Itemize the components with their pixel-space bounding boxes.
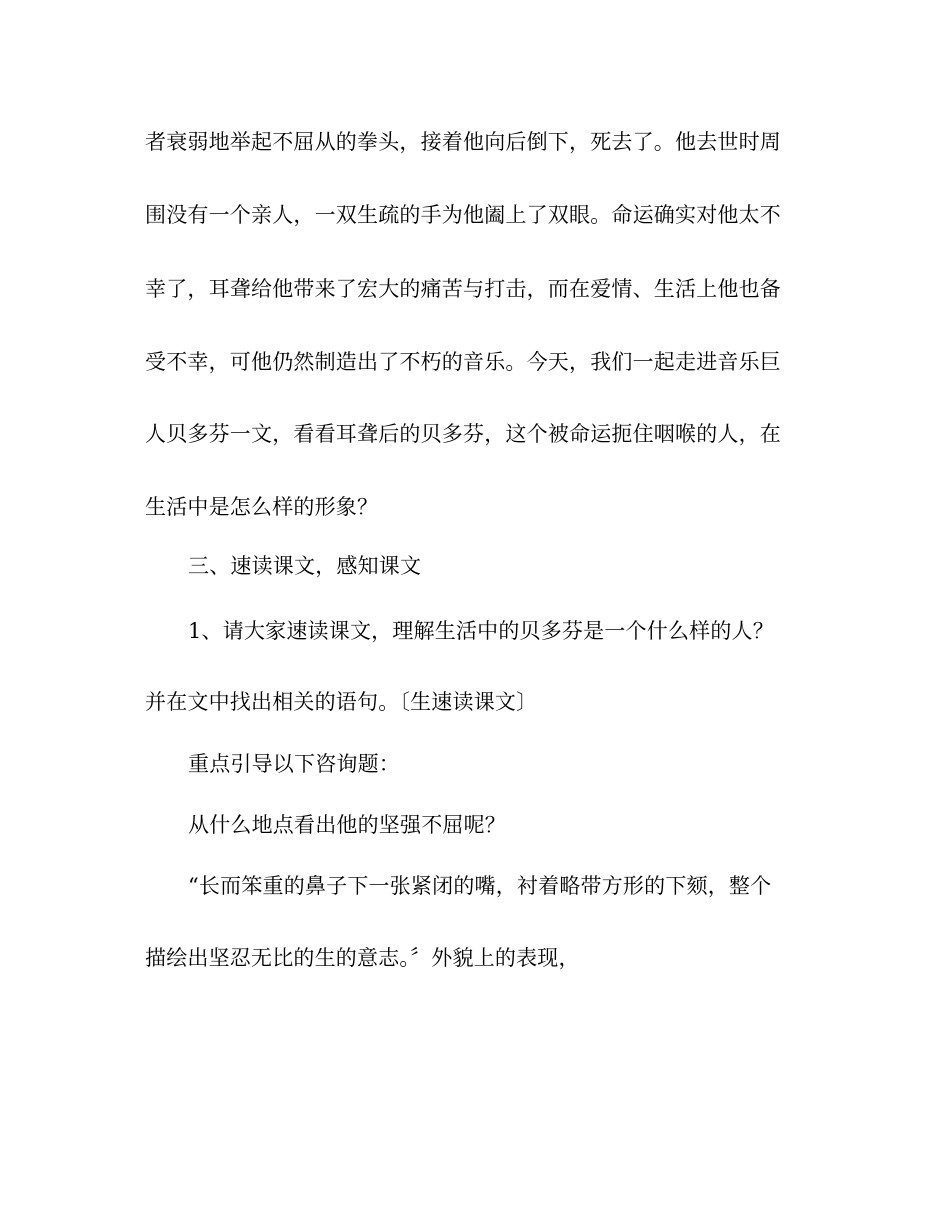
question-line-1: 1、请大家速读课文，理解生活中的贝多芬是一个什么样的人？ — [188, 619, 774, 643]
question-line-2: 并在文中找出相关的语句。〔生速读课文〕 — [145, 690, 538, 714]
paragraph-line-1: 者衰弱地举起不屈从的拳头，接着他向后倒下，死去了。他去世时周 — [145, 130, 781, 154]
paragraph-line-2: 围没有一个亲人，一双生疏的手为他阖上了双眼。命运确实对他太不 — [145, 203, 781, 227]
section-heading: 三、速读课文，感知课文 — [188, 554, 422, 578]
quote-line-2: 描绘出坚忍无比的生的意志。〞外貌上的表现， — [145, 946, 580, 970]
guidance-line: 重点引导以下咨询题： — [188, 752, 400, 776]
quote-line-1: “长而笨重的鼻子下一张紧闭的嘴，衬着略带方形的下颏，整个 — [188, 874, 772, 898]
paragraph-line-5: 人贝多芬一文，看看耳聋后的贝多芬，这个被命运扼住咽喉的人，在 — [145, 422, 781, 446]
paragraph-line-6: 生活中是怎么样的形象？ — [145, 495, 379, 519]
paragraph-line-3: 幸了，耳聋给他带来了宏大的痛苦与打击，而在爱情、生活上他也备 — [145, 277, 781, 301]
sub-question-line: 从什么地点看出他的坚强不屈呢？ — [188, 813, 506, 837]
paragraph-line-4: 受不幸，可他仍然制造出了不朽的音乐。今天，我们一起走进音乐巨 — [145, 350, 781, 374]
